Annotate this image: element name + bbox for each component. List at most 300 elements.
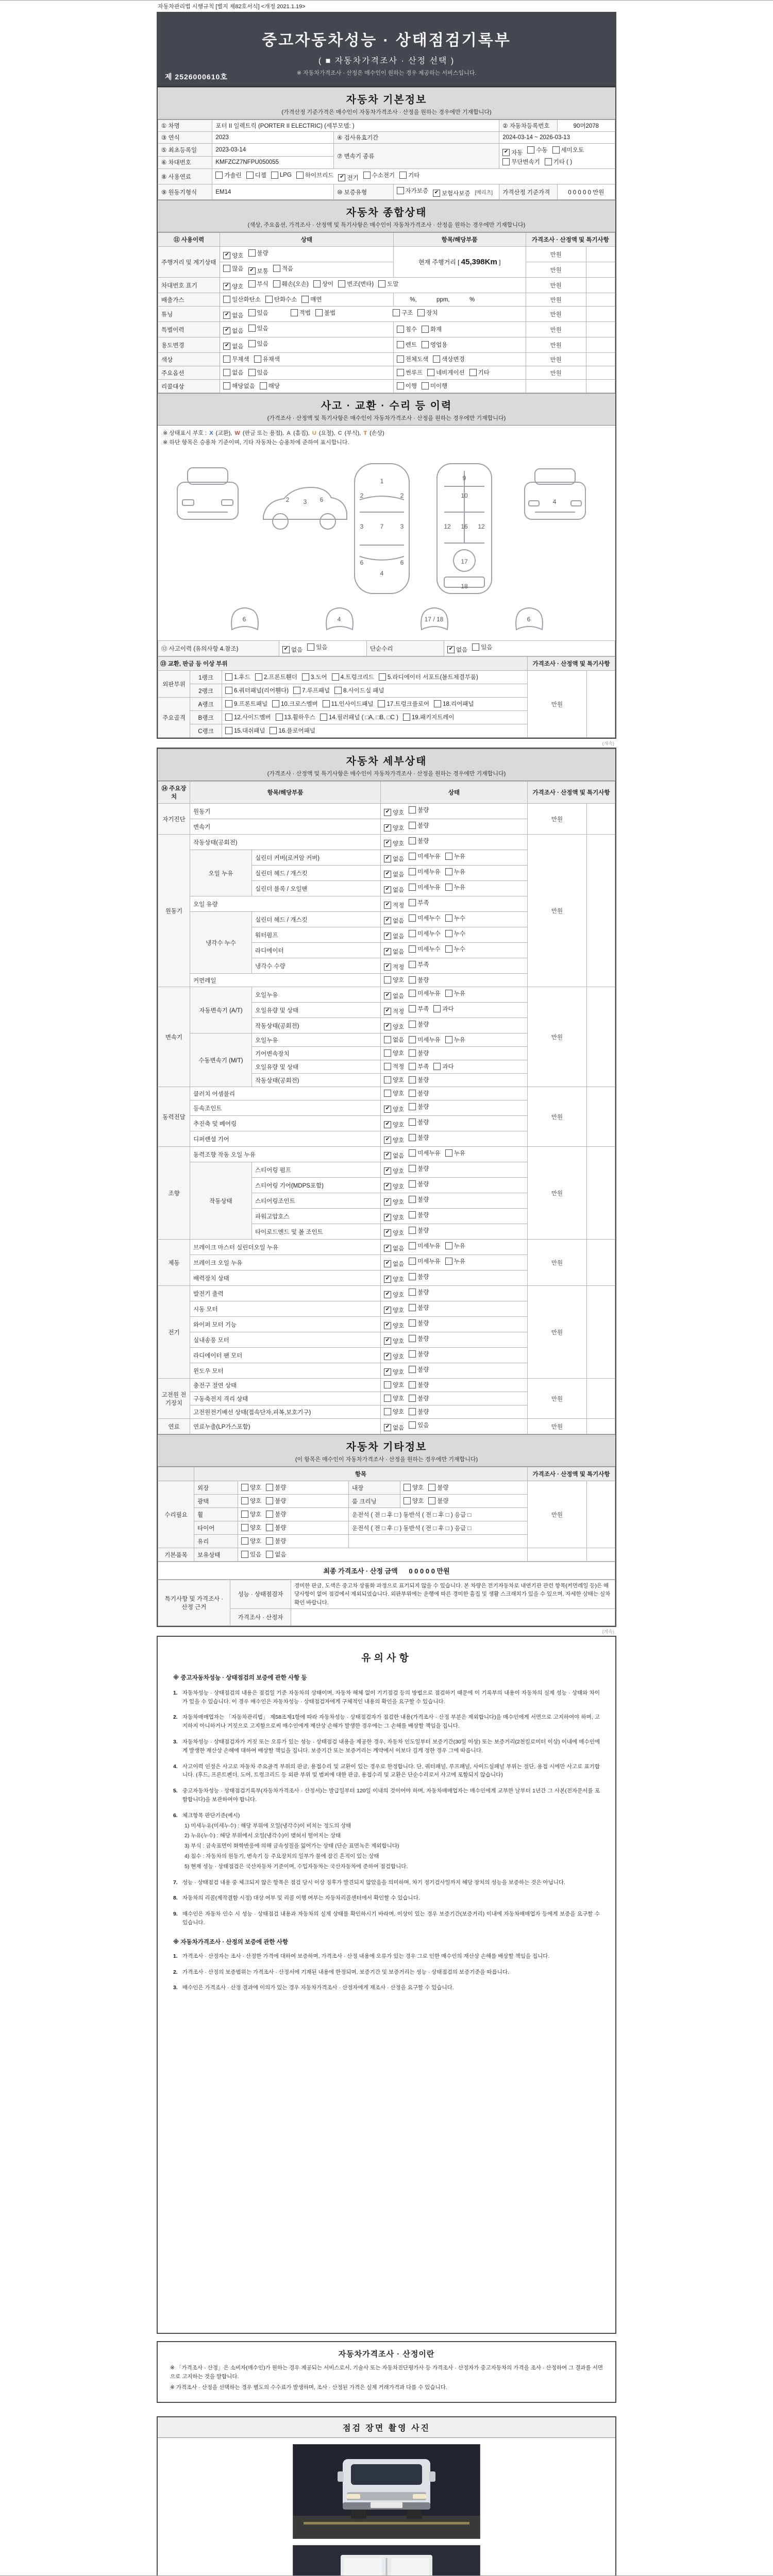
unchecked-checkbox-icon[interactable] — [397, 341, 404, 348]
checkbox-option[interactable]: 18.리어패널 — [434, 700, 474, 708]
checked-checkbox-icon[interactable] — [384, 1183, 391, 1190]
checked-checkbox-icon[interactable] — [248, 267, 256, 275]
checkbox-option[interactable]: 불량 — [409, 1180, 429, 1188]
checkbox-option[interactable]: ✔ 양호 — [384, 1182, 404, 1191]
checkbox-option[interactable]: 불량 — [409, 1133, 429, 1142]
unchecked-checkbox-icon[interactable] — [445, 1149, 452, 1157]
unchecked-checkbox-icon[interactable] — [241, 1511, 248, 1518]
checkbox-option[interactable]: ✔ 없음 — [384, 1423, 404, 1432]
checkbox-option[interactable]: 불량 — [266, 1510, 286, 1518]
unchecked-checkbox-icon[interactable] — [428, 1497, 435, 1504]
unchecked-checkbox-icon[interactable] — [248, 249, 256, 257]
checkbox-option[interactable]: ✔ 양호 — [384, 1291, 404, 1299]
checkbox-option[interactable]: ✔ 양호 — [384, 1337, 404, 1345]
unchecked-checkbox-icon[interactable] — [409, 1242, 416, 1249]
checkbox-option[interactable]: 없음 — [223, 368, 243, 377]
checked-checkbox-icon[interactable] — [384, 1229, 391, 1236]
checkbox-option[interactable]: 미세누수 — [409, 929, 440, 938]
checkbox-option[interactable]: 불량 — [266, 1537, 286, 1545]
unchecked-checkbox-icon[interactable] — [422, 341, 429, 348]
checkbox-option[interactable]: LPG — [271, 172, 292, 179]
checkbox-option[interactable]: ✔ 없음 — [384, 932, 404, 940]
checkbox-option[interactable]: 미세누수 — [409, 945, 440, 953]
unchecked-checkbox-icon[interactable] — [445, 853, 452, 860]
checkbox-option[interactable]: ✔ 없음 — [384, 992, 404, 1000]
checked-checkbox-icon[interactable] — [384, 902, 391, 909]
checkbox-option[interactable]: 렌트 — [397, 341, 417, 349]
checked-checkbox-icon[interactable] — [384, 948, 391, 955]
checkbox-option[interactable]: ✔ 없음 — [384, 1151, 404, 1160]
checked-checkbox-icon[interactable] — [384, 1121, 391, 1128]
checkbox-option[interactable]: 있음 — [409, 1421, 429, 1429]
checkbox-option[interactable]: ✔ 없음 — [282, 646, 303, 654]
checkbox-option[interactable]: 불량 — [428, 1483, 448, 1492]
checkbox-option[interactable]: 미이행 — [422, 382, 447, 390]
unchecked-checkbox-icon[interactable] — [409, 1304, 416, 1311]
checkbox-option[interactable]: 탄화수소 — [265, 295, 297, 303]
unchecked-checkbox-icon[interactable] — [296, 172, 304, 179]
unchecked-checkbox-icon[interactable] — [397, 326, 404, 333]
checkbox-option[interactable]: 불량 — [409, 1103, 429, 1111]
unchecked-checkbox-icon[interactable] — [223, 296, 230, 303]
checkbox-option[interactable]: 있음 — [248, 368, 268, 377]
checkbox-option[interactable]: ✔ 양호 — [384, 1229, 404, 1237]
checkbox-option[interactable]: 화재 — [422, 325, 442, 333]
unchecked-checkbox-icon[interactable] — [225, 714, 232, 721]
checkbox-option[interactable]: 누유 — [445, 852, 465, 860]
unchecked-checkbox-icon[interactable] — [363, 172, 371, 179]
checkbox-option[interactable]: 누유 — [445, 1036, 465, 1044]
unchecked-checkbox-icon[interactable] — [445, 945, 452, 953]
checkbox-option[interactable]: 영업용 — [422, 341, 447, 349]
checked-checkbox-icon[interactable] — [223, 252, 230, 259]
checked-checkbox-icon[interactable] — [384, 1368, 391, 1376]
checkbox-option[interactable]: 적법 — [291, 309, 311, 317]
unchecked-checkbox-icon[interactable] — [223, 265, 230, 272]
checkbox-option[interactable]: ✔ 양호 — [384, 1306, 404, 1314]
unchecked-checkbox-icon[interactable] — [469, 369, 477, 376]
checkbox-option[interactable]: ✔ 양호 — [384, 1198, 404, 1206]
checkbox-option[interactable]: 양호 — [384, 1076, 404, 1084]
checkbox-option[interactable]: 불량 — [248, 249, 268, 257]
checkbox-option[interactable]: 있음 — [307, 643, 327, 651]
unchecked-checkbox-icon[interactable] — [248, 369, 256, 376]
unchecked-checkbox-icon[interactable] — [409, 945, 416, 953]
unchecked-checkbox-icon[interactable] — [445, 884, 452, 891]
unchecked-checkbox-icon[interactable] — [409, 1180, 416, 1188]
checkbox-option[interactable]: 미세누유 — [409, 868, 440, 876]
unchecked-checkbox-icon[interactable] — [384, 1036, 391, 1043]
checked-checkbox-icon[interactable] — [282, 646, 290, 653]
checkbox-option[interactable]: 장치 — [417, 309, 438, 317]
checkbox-option[interactable]: 양호 — [384, 1381, 404, 1389]
unchecked-checkbox-icon[interactable] — [379, 673, 386, 681]
checkbox-option[interactable]: 자가보증 — [397, 187, 428, 195]
unchecked-checkbox-icon[interactable] — [241, 1537, 248, 1545]
checked-checkbox-icon[interactable] — [384, 1023, 391, 1030]
checkbox-option[interactable]: 적정 — [384, 1062, 404, 1071]
checkbox-option[interactable]: ✔ 양호 — [384, 1023, 404, 1031]
checkbox-option[interactable]: 누유 — [445, 1242, 465, 1250]
checkbox-option[interactable]: 불량 — [409, 1408, 429, 1416]
checkbox-option[interactable]: 불량 — [409, 1226, 429, 1234]
checkbox-option[interactable]: 네비게이션 — [427, 368, 465, 377]
unchecked-checkbox-icon[interactable] — [397, 355, 404, 363]
checkbox-option[interactable]: 2.프론트휀더 — [255, 673, 297, 681]
unchecked-checkbox-icon[interactable] — [403, 714, 410, 721]
unchecked-checkbox-icon[interactable] — [225, 727, 232, 734]
unchecked-checkbox-icon[interactable] — [273, 265, 280, 272]
unchecked-checkbox-icon[interactable] — [215, 172, 223, 179]
unchecked-checkbox-icon[interactable] — [445, 1036, 452, 1043]
checkbox-option[interactable]: 있음 — [248, 340, 268, 348]
checkbox-option[interactable]: 있음 — [248, 324, 268, 332]
checked-checkbox-icon[interactable] — [384, 1106, 391, 1113]
unchecked-checkbox-icon[interactable] — [409, 1036, 416, 1043]
checkbox-option[interactable]: ✔ 양호 — [384, 1105, 404, 1113]
unchecked-checkbox-icon[interactable] — [428, 1484, 435, 1491]
checkbox-option[interactable]: 과다 — [433, 1005, 453, 1013]
checkbox-option[interactable]: 양호 — [241, 1523, 261, 1532]
unchecked-checkbox-icon[interactable] — [272, 700, 279, 707]
checkbox-option[interactable]: ✔ 없음 — [384, 917, 404, 925]
unchecked-checkbox-icon[interactable] — [433, 1063, 441, 1070]
unchecked-checkbox-icon[interactable] — [409, 1196, 416, 1203]
unchecked-checkbox-icon[interactable] — [378, 700, 385, 707]
checkbox-option[interactable]: 불량 — [409, 1394, 429, 1402]
checkbox-option[interactable]: 14.필러패널 ( □A, □B, □C ) — [320, 713, 398, 721]
checkbox-option[interactable]: ✔ 양호 — [384, 1368, 404, 1376]
unchecked-checkbox-icon[interactable] — [332, 673, 339, 681]
checked-checkbox-icon[interactable] — [384, 933, 391, 940]
checked-checkbox-icon[interactable] — [223, 283, 230, 290]
unchecked-checkbox-icon[interactable] — [409, 1063, 416, 1070]
unchecked-checkbox-icon[interactable] — [417, 309, 425, 316]
checkbox-option[interactable]: 침수 — [397, 325, 417, 333]
unchecked-checkbox-icon[interactable] — [409, 1076, 416, 1083]
checkbox-option[interactable]: 부족 — [409, 960, 429, 969]
checkbox-option[interactable]: 적음 — [273, 264, 293, 273]
checkbox-option[interactable]: ✔ 없음 — [384, 1260, 404, 1268]
unchecked-checkbox-icon[interactable] — [472, 643, 479, 651]
unchecked-checkbox-icon[interactable] — [241, 1484, 248, 1491]
unchecked-checkbox-icon[interactable] — [409, 1149, 416, 1157]
checkbox-option[interactable]: ✔ 없음 — [384, 886, 404, 894]
checkbox-option[interactable]: 썬루프 — [397, 368, 423, 377]
checkbox-option[interactable]: 불량 — [428, 1497, 448, 1505]
checkbox-option[interactable]: 불량 — [409, 806, 429, 814]
checkbox-option[interactable]: ✔ 없음 — [223, 342, 243, 350]
checked-checkbox-icon[interactable] — [384, 840, 391, 847]
checkbox-option[interactable]: ✔ 양호 — [223, 282, 243, 291]
checkbox-option[interactable]: 구조 — [393, 309, 413, 317]
unchecked-checkbox-icon[interactable] — [409, 1134, 416, 1141]
checked-checkbox-icon[interactable] — [384, 917, 391, 924]
checkbox-option[interactable]: 불량 — [409, 1365, 429, 1374]
unchecked-checkbox-icon[interactable] — [248, 309, 256, 316]
unchecked-checkbox-icon[interactable] — [422, 382, 429, 389]
checkbox-option[interactable]: 9.프론트패널 — [225, 700, 267, 708]
checkbox-option[interactable]: 누유 — [445, 989, 465, 997]
checkbox-option[interactable]: 양호 — [404, 1483, 424, 1492]
checkbox-option[interactable]: ✔ 양호 — [384, 1167, 404, 1175]
checkbox-option[interactable]: 11.인사이드패널 — [323, 700, 374, 708]
unchecked-checkbox-icon[interactable] — [254, 355, 261, 363]
checkbox-option[interactable]: 불량 — [409, 1118, 429, 1126]
checkbox-option[interactable]: ✔ 양호 — [384, 1321, 404, 1330]
unchecked-checkbox-icon[interactable] — [266, 1551, 273, 1558]
unchecked-checkbox-icon[interactable] — [266, 1497, 273, 1504]
unchecked-checkbox-icon[interactable] — [399, 172, 407, 179]
unchecked-checkbox-icon[interactable] — [323, 700, 330, 707]
unchecked-checkbox-icon[interactable] — [397, 187, 404, 194]
checked-checkbox-icon[interactable] — [384, 1337, 391, 1345]
checkbox-option[interactable]: 6.쿼터패널(리어휀다) — [225, 686, 289, 694]
unchecked-checkbox-icon[interactable] — [223, 355, 230, 363]
unchecked-checkbox-icon[interactable] — [307, 643, 314, 651]
checkbox-option[interactable]: 10.크로스멤버 — [272, 700, 318, 708]
checked-checkbox-icon[interactable] — [502, 149, 510, 156]
unchecked-checkbox-icon[interactable] — [502, 158, 510, 165]
checked-checkbox-icon[interactable] — [384, 992, 391, 999]
checkbox-option[interactable]: 불량 — [266, 1483, 286, 1492]
unchecked-checkbox-icon[interactable] — [334, 687, 342, 694]
checkbox-option[interactable]: ✔ 양호 — [384, 1352, 404, 1361]
checkbox-option[interactable]: 양호 — [241, 1510, 261, 1518]
checkbox-option[interactable]: 불량 — [409, 1381, 429, 1389]
unchecked-checkbox-icon[interactable] — [409, 1408, 416, 1415]
checkbox-option[interactable]: 있음 — [248, 309, 268, 317]
unchecked-checkbox-icon[interactable] — [241, 1551, 248, 1558]
checkbox-option[interactable]: 상이 — [313, 280, 333, 288]
checkbox-option[interactable]: 무단변속기 — [502, 158, 540, 166]
checked-checkbox-icon[interactable] — [223, 312, 230, 319]
unchecked-checkbox-icon[interactable] — [384, 1381, 391, 1388]
unchecked-checkbox-icon[interactable] — [320, 714, 327, 721]
checked-checkbox-icon[interactable] — [384, 886, 391, 893]
checked-checkbox-icon[interactable] — [384, 855, 391, 862]
checkbox-option[interactable]: 불량 — [409, 1319, 429, 1327]
checkbox-option[interactable]: ✔ 없음 — [223, 327, 243, 335]
checkbox-option[interactable]: 1.후드 — [225, 673, 250, 681]
unchecked-checkbox-icon[interactable] — [409, 976, 416, 984]
checkbox-option[interactable]: 부족 — [409, 1062, 429, 1071]
unchecked-checkbox-icon[interactable] — [409, 1227, 416, 1234]
checkbox-option[interactable]: 15.대쉬패널 — [225, 726, 265, 735]
checkbox-option[interactable]: 과다 — [433, 1062, 453, 1071]
unchecked-checkbox-icon[interactable] — [384, 1049, 391, 1057]
unchecked-checkbox-icon[interactable] — [527, 146, 534, 154]
checkbox-option[interactable]: 미세누유 — [409, 989, 440, 997]
unchecked-checkbox-icon[interactable] — [409, 1273, 416, 1280]
checkbox-option[interactable]: 불량 — [409, 1076, 429, 1084]
checked-checkbox-icon[interactable] — [384, 824, 391, 832]
checkbox-option[interactable]: 8.사이드실 패널 — [334, 686, 384, 694]
unchecked-checkbox-icon[interactable] — [248, 340, 256, 347]
checkbox-option[interactable]: 누수 — [445, 914, 465, 922]
checkbox-option[interactable]: 양호 — [241, 1537, 261, 1545]
unchecked-checkbox-icon[interactable] — [409, 1366, 416, 1373]
checkbox-option[interactable]: 불량 — [409, 1273, 429, 1281]
checkbox-option[interactable]: 불량 — [409, 1350, 429, 1358]
unchecked-checkbox-icon[interactable] — [265, 296, 273, 303]
unchecked-checkbox-icon[interactable] — [409, 1350, 416, 1358]
unchecked-checkbox-icon[interactable] — [302, 673, 309, 681]
checkbox-option[interactable]: ✔ 양호 — [384, 808, 404, 817]
checkbox-option[interactable]: 미세누유 — [409, 1257, 440, 1265]
checkbox-option[interactable]: 해당없음 — [223, 382, 255, 390]
unchecked-checkbox-icon[interactable] — [409, 1090, 416, 1097]
checkbox-option[interactable]: 불량 — [409, 1164, 429, 1173]
checkbox-option[interactable]: 없음 — [384, 1036, 404, 1044]
unchecked-checkbox-icon[interactable] — [409, 930, 416, 937]
checked-checkbox-icon[interactable] — [384, 1167, 391, 1175]
unchecked-checkbox-icon[interactable] — [313, 280, 321, 287]
checkbox-option[interactable]: 많음 — [223, 264, 243, 273]
checked-checkbox-icon[interactable] — [384, 1152, 391, 1159]
unchecked-checkbox-icon[interactable] — [225, 687, 232, 694]
checkbox-option[interactable]: 이행 — [397, 382, 417, 390]
unchecked-checkbox-icon[interactable] — [409, 1165, 416, 1172]
checkbox-option[interactable]: 가솔린 — [215, 171, 241, 179]
unchecked-checkbox-icon[interactable] — [241, 1524, 248, 1531]
checkbox-option[interactable]: 누유 — [445, 883, 465, 891]
unchecked-checkbox-icon[interactable] — [409, 1381, 416, 1388]
checkbox-option[interactable]: ✔ 보통 — [248, 267, 268, 275]
checkbox-option[interactable]: ✔ 자동 — [502, 148, 523, 157]
unchecked-checkbox-icon[interactable] — [445, 1258, 452, 1265]
unchecked-checkbox-icon[interactable] — [225, 700, 232, 707]
checked-checkbox-icon[interactable] — [384, 1260, 391, 1267]
checkbox-option[interactable]: 하이브리드 — [296, 171, 334, 179]
checkbox-option[interactable]: 기타 — [469, 368, 490, 377]
checkbox-option[interactable]: 양호 — [241, 1497, 261, 1505]
unchecked-checkbox-icon[interactable] — [445, 990, 452, 997]
checkbox-option[interactable]: ✔ 양호 — [384, 824, 404, 832]
checked-checkbox-icon[interactable] — [384, 1322, 391, 1329]
checked-checkbox-icon[interactable] — [384, 809, 391, 816]
unchecked-checkbox-icon[interactable] — [433, 1005, 441, 1012]
unchecked-checkbox-icon[interactable] — [273, 280, 280, 287]
unchecked-checkbox-icon[interactable] — [445, 930, 452, 937]
unchecked-checkbox-icon[interactable] — [404, 1484, 411, 1491]
unchecked-checkbox-icon[interactable] — [404, 1497, 411, 1504]
checkbox-option[interactable]: 누수 — [445, 929, 465, 938]
checkbox-option[interactable]: ✔ 양호 — [384, 1136, 404, 1144]
checked-checkbox-icon[interactable] — [447, 646, 455, 653]
unchecked-checkbox-icon[interactable] — [241, 1497, 248, 1504]
checkbox-option[interactable]: ✔ 없음 — [384, 870, 404, 878]
checkbox-option[interactable]: ✔ 없음 — [384, 855, 404, 863]
checkbox-option[interactable]: 색상변경 — [433, 355, 464, 363]
unchecked-checkbox-icon[interactable] — [338, 280, 345, 287]
checked-checkbox-icon[interactable] — [384, 871, 391, 878]
checkbox-option[interactable]: ✔ 양호 — [384, 1275, 404, 1283]
checked-checkbox-icon[interactable] — [384, 1353, 391, 1360]
checkbox-option[interactable]: 부족 — [409, 1005, 429, 1013]
checkbox-option[interactable]: 양호 — [384, 976, 404, 984]
unchecked-checkbox-icon[interactable] — [384, 976, 391, 984]
unchecked-checkbox-icon[interactable] — [397, 382, 404, 389]
checked-checkbox-icon[interactable] — [384, 1424, 391, 1431]
checkbox-option[interactable]: ✔ 양호 — [384, 1121, 404, 1129]
unchecked-checkbox-icon[interactable] — [384, 1395, 391, 1402]
checkbox-option[interactable]: 변조(변타) — [338, 280, 374, 288]
unchecked-checkbox-icon[interactable] — [255, 673, 262, 681]
checkbox-option[interactable]: 7.루프패널 — [293, 686, 330, 694]
unchecked-checkbox-icon[interactable] — [301, 296, 309, 303]
checked-checkbox-icon[interactable] — [223, 327, 230, 334]
unchecked-checkbox-icon[interactable] — [409, 837, 416, 844]
checkbox-option[interactable]: 부식 — [248, 280, 268, 288]
unchecked-checkbox-icon[interactable] — [422, 326, 429, 333]
checkbox-option[interactable]: 누수 — [445, 945, 465, 953]
checked-checkbox-icon[interactable] — [384, 963, 391, 971]
checkbox-option[interactable]: 3.도어 — [302, 673, 327, 681]
checkbox-option[interactable]: 17.트렁크플로어 — [378, 700, 429, 708]
checkbox-option[interactable]: 수소전기 — [363, 171, 395, 179]
unchecked-checkbox-icon[interactable] — [266, 1511, 273, 1518]
unchecked-checkbox-icon[interactable] — [248, 280, 256, 287]
unchecked-checkbox-icon[interactable] — [270, 727, 277, 734]
checkbox-option[interactable]: 불량 — [266, 1497, 286, 1505]
checkbox-option[interactable]: 양호 — [241, 1483, 261, 1492]
unchecked-checkbox-icon[interactable] — [409, 806, 416, 814]
checked-checkbox-icon[interactable] — [384, 1276, 391, 1283]
unchecked-checkbox-icon[interactable] — [409, 1049, 416, 1057]
checkbox-option[interactable]: 불량 — [409, 821, 429, 829]
checkbox-option[interactable]: 불량 — [409, 1334, 429, 1343]
checkbox-option[interactable]: 불량 — [409, 976, 429, 984]
unchecked-checkbox-icon[interactable] — [445, 914, 452, 922]
checkbox-option[interactable]: 도말 — [378, 280, 398, 288]
unchecked-checkbox-icon[interactable] — [223, 382, 230, 389]
unchecked-checkbox-icon[interactable] — [409, 914, 416, 922]
unchecked-checkbox-icon[interactable] — [223, 369, 230, 376]
checkbox-option[interactable]: 전체도색 — [397, 355, 428, 363]
checked-checkbox-icon[interactable] — [384, 1008, 391, 1015]
unchecked-checkbox-icon[interactable] — [445, 1242, 452, 1249]
checkbox-option[interactable]: 미세누유 — [409, 1149, 440, 1157]
checkbox-option[interactable]: 양호 — [384, 1408, 404, 1416]
unchecked-checkbox-icon[interactable] — [409, 1021, 416, 1028]
unchecked-checkbox-icon[interactable] — [293, 687, 300, 694]
checkbox-option[interactable]: 기타 — [399, 171, 419, 179]
checkbox-option[interactable]: 4.트렁크리드 — [332, 673, 374, 681]
unchecked-checkbox-icon[interactable] — [225, 673, 232, 681]
unchecked-checkbox-icon[interactable] — [409, 899, 416, 906]
unchecked-checkbox-icon[interactable] — [266, 1524, 273, 1531]
unchecked-checkbox-icon[interactable] — [409, 961, 416, 968]
unchecked-checkbox-icon[interactable] — [409, 1258, 416, 1265]
checkbox-option[interactable]: 불량 — [409, 837, 429, 845]
checkbox-option[interactable]: 양호 — [384, 1394, 404, 1402]
checkbox-option[interactable]: ✔ 양호 — [223, 251, 243, 260]
checked-checkbox-icon[interactable] — [338, 174, 345, 181]
checkbox-option[interactable]: 5.라디에이터 서포트(볼트체결부품) — [379, 673, 478, 681]
unchecked-checkbox-icon[interactable] — [384, 1090, 391, 1097]
checkbox-option[interactable]: 미세누유 — [409, 852, 440, 860]
checkbox-option[interactable]: ✔ 없음 — [223, 311, 243, 319]
checkbox-option[interactable]: 불량 — [409, 1049, 429, 1057]
checkbox-option[interactable]: 누유 — [445, 868, 465, 876]
unchecked-checkbox-icon[interactable] — [260, 382, 267, 389]
checkbox-option[interactable]: 있음 — [241, 1550, 261, 1558]
checkbox-option[interactable]: 있음 — [472, 643, 492, 651]
checkbox-option[interactable]: ✔ 적정 — [384, 901, 404, 909]
checkbox-option[interactable]: 매연 — [301, 295, 322, 303]
checkbox-option[interactable]: 양호 — [384, 1089, 404, 1097]
